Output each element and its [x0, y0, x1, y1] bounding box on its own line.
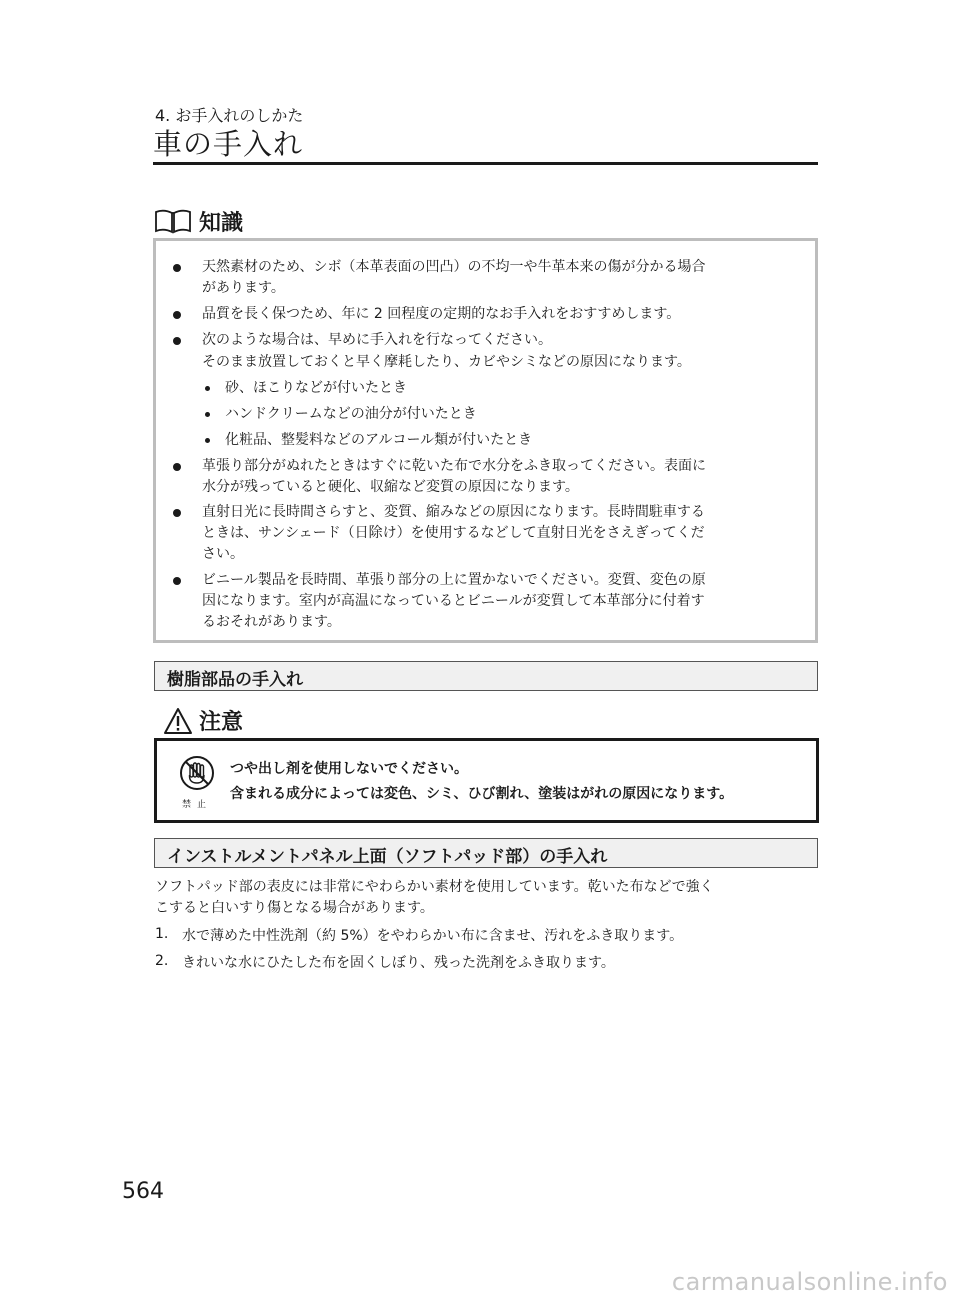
list-item: 天然素材のため、シボ（本革表面の凹凸）の不均一や牛革本来の傷が分かる場合 [202, 259, 706, 275]
sub-list-item: 化粧品、整髪料などのアルコール類が付いたとき [225, 432, 533, 448]
prohibition-symbol [177, 755, 217, 810]
prohibition-label: 禁止 [181, 800, 212, 810]
list-item: さい。 [202, 546, 244, 562]
prohibited-hand-icon [179, 755, 215, 791]
intro-line: こすると白いすり傷となる場合があります。 [155, 900, 434, 916]
step-item [155, 953, 815, 975]
sub-list-item: 砂、ほこりなどが付いたとき [225, 380, 407, 396]
title-rule [153, 162, 818, 165]
step-number: 2. [155, 953, 169, 969]
step-number: 1. [155, 926, 169, 942]
caution-heading-label: 注意 [199, 710, 244, 735]
bullet-dot [173, 463, 181, 471]
panel-section-heading [154, 838, 818, 868]
list-item: 革張り部分がぬれたときはすぐに乾いた布で水分をふき取ってください。表面に [202, 458, 706, 474]
section-label: 4. お手入れのしかた [155, 106, 304, 125]
caution-line: つや出し剤を使用しないでください。 [230, 761, 468, 777]
bullet-dot [173, 577, 181, 585]
list-item: 品質を長く保つため、年に 2 回程度の定期的なお手入れをおすすめします。 [202, 306, 681, 322]
list-item: ときは、サンシェード（日除け）を使用するなどして直射日光をさえぎってくだ [202, 525, 705, 541]
bullet-dot [173, 337, 181, 345]
sub-bullet-dot [205, 412, 210, 417]
step-text: きれいな水にひたした布を固くしぼり、残った洗剤をふき取ります。 [182, 955, 615, 971]
sub-list-item: ハンドクリームなどの油分が付いたとき [225, 406, 477, 422]
list-item: があります。 [202, 280, 285, 296]
bullet-dot [173, 509, 181, 517]
book-icon [153, 209, 193, 235]
resin-section-heading-label: 樹脂部品の手入れ [167, 670, 303, 690]
bullet-dot [173, 264, 181, 272]
list-item: 水分が残っていると硬化、収縮など変質の原因になります。 [202, 479, 579, 495]
caution-box [154, 738, 819, 823]
list-item: ビニール製品を長時間、革張り部分の上に置かないでください。変質、変色の原 [202, 572, 706, 588]
knowledge-heading-label: 知識 [199, 211, 244, 236]
watermark: carmanualsonline.info [671, 1268, 948, 1296]
list-item: るおそれがあります。 [202, 614, 341, 630]
step-text: 水で薄めた中性洗剤（約 5%）をやわらかい布に含ませ、汚れをふき取ります。 [182, 928, 684, 944]
list-item: そのまま放置しておくと早く摩耗したり、カビやシミなどの原因になります。 [202, 354, 691, 370]
bullet-dot [173, 311, 181, 319]
list-item: 因になります。室内が高温になっているとビニールが変質して本革部分に付着す [202, 593, 705, 609]
page-title: 車の手入れ [153, 127, 304, 161]
knowledge-box [153, 238, 818, 643]
sub-bullet-dot [205, 386, 210, 391]
caution-heading [163, 705, 243, 736]
caution-line: 含まれる成分によっては変色、シミ、ひび割れ、塗装はがれの原因になります。 [230, 786, 734, 802]
step-item [155, 926, 815, 948]
intro-line: ソフトパッド部の表皮には非常にやわらかい素材を使用しています。乾いた布などで強く [155, 879, 714, 895]
list-item: 直射日光に長時間さらすと、変質、縮みなどの原因になります。長時間駐車する [202, 504, 705, 520]
panel-section-heading-label: インストルメントパネル上面（ソフトパッド部）の手入れ [167, 847, 608, 867]
warning-triangle-icon [163, 707, 193, 735]
list-item: 次のような場合は、早めに手入れを行なってください。 [202, 332, 552, 348]
knowledge-heading [153, 206, 243, 237]
resin-section-heading [154, 661, 818, 691]
page-number: 564 [122, 1179, 164, 1204]
sub-bullet-dot [205, 438, 210, 443]
